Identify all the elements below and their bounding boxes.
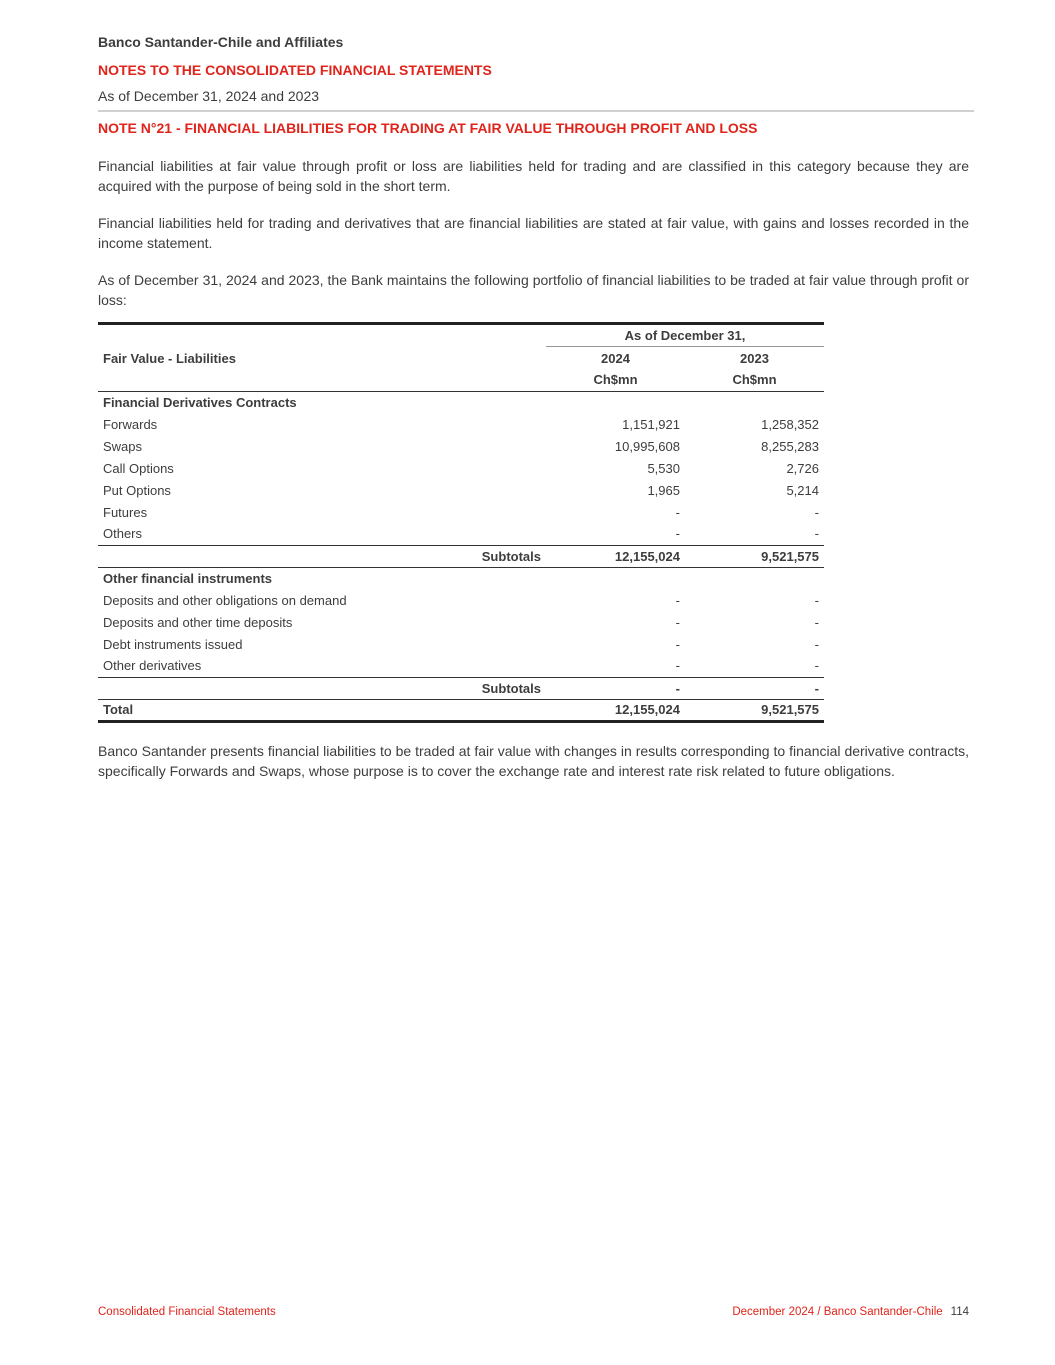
cell-2024: 5,530 [647, 460, 680, 476]
cell-2023: - [685, 523, 824, 545]
header-divider [98, 110, 974, 112]
col-unit-2024: Ch$mn [546, 369, 685, 391]
section-header-row [98, 391, 824, 413]
note-heading: NOTE N°21 - FINANCIAL LIABILITIES FOR TRADING AT FAIR VALUE THROUGH PROFIT AND LOSS [98, 120, 758, 136]
cell-2023: - [814, 636, 819, 652]
row-label: Forwards [103, 416, 158, 432]
cell-2024: - [675, 504, 680, 520]
footer-right [732, 1306, 969, 1318]
section-header-row [98, 567, 824, 589]
group-header: As of December 31, [546, 325, 824, 347]
table-header-row [98, 347, 824, 369]
total-label: Total [98, 699, 546, 721]
cell-2024: 1,965 [647, 482, 680, 498]
table-header-row [98, 369, 824, 391]
total-2024: 12,155,024 [546, 699, 685, 721]
table-row [98, 655, 824, 677]
table-row [98, 413, 824, 435]
row-label: Swaps [103, 438, 143, 454]
total-2023: 9,521,575 [685, 699, 824, 721]
cell-2023: 5,214 [786, 482, 819, 498]
section-title-other-instruments: Other financial instruments [103, 570, 273, 586]
subtotal-label: Subtotals [98, 545, 546, 567]
as-of-date: As of December 31, 2024 and 2023 [98, 88, 320, 104]
table-row [98, 611, 824, 633]
cell-2024: - [546, 655, 685, 677]
page-number: 114 [950, 1306, 969, 1318]
table-title: Fair Value - Liabilities [103, 350, 236, 366]
cell-2024: 10,995,608 [614, 438, 680, 454]
cell-2023: - [685, 655, 824, 677]
col-unit-2023: Ch$mn [685, 369, 824, 391]
table-row [98, 633, 824, 655]
table-row [98, 523, 824, 545]
section-title-derivatives: Financial Derivatives Contracts [103, 394, 297, 410]
company-name: Banco Santander-Chile and Affiliates [98, 34, 344, 50]
col-header-2024: 2024 [601, 350, 630, 366]
row-label: Futures [103, 504, 148, 520]
subtotal-2024: 12,155,024 [546, 545, 685, 567]
paragraph-intro: Financial liabilities at fair value through profit or loss are liabilities held for trading and are classified in this category because they are acquired with the purpose of being sold in the short term. [98, 158, 969, 194]
table-header-row [98, 324, 824, 348]
cell-2023: 1,258,352 [761, 416, 819, 432]
total-row [98, 699, 824, 721]
cell-2024: - [675, 592, 680, 608]
cell-2023: - [814, 504, 819, 520]
row-label: Deposits and other obligations on demand [103, 592, 347, 608]
paragraph-derivatives: Financial liabilities held for trading and derivatives that are financial liabilities are stated at fair value, with gains and losses recorded in the income statement. [98, 215, 969, 251]
cell-2024: - [675, 636, 680, 652]
subtotal-row [98, 677, 824, 699]
col-header-2023: 2023 [740, 350, 769, 366]
table-row [98, 457, 824, 479]
cell-2023: - [814, 614, 819, 630]
table-row [98, 501, 824, 523]
row-label: Others [98, 523, 546, 545]
subtotal-label: Subtotals [98, 677, 546, 699]
subtotal-row [98, 545, 824, 567]
cell-2023: 8,255,283 [761, 438, 819, 454]
row-label: Put Options [103, 482, 171, 498]
cell-2023: 2,726 [786, 460, 819, 476]
table-row [98, 479, 824, 501]
table-row [98, 435, 824, 457]
fair-value-liabilities-table [98, 322, 824, 723]
subtotal-2023: - [685, 677, 824, 699]
cell-2024: - [546, 523, 685, 545]
row-label: Deposits and other time deposits [103, 614, 293, 630]
cell-2024: - [675, 614, 680, 630]
cell-2024: 1,151,921 [622, 416, 680, 432]
notes-title: NOTES TO THE CONSOLIDATED FINANCIAL STATEMENTS [98, 62, 492, 78]
row-label: Other derivatives [98, 655, 546, 677]
footer-period-bank: December 2024 / Banco Santander-Chile [732, 1306, 943, 1318]
footer-document-title: Consolidated Financial Statements [98, 1306, 276, 1318]
row-label: Debt instruments issued [103, 636, 243, 652]
table-row [98, 589, 824, 611]
paragraph-portfolio: As of December 31, 2024 and 2023, the Bank maintains the following portfolio of financial liabilities to be traded at fair value through profit or loss: [98, 272, 969, 308]
paragraph-summary: Banco Santander presents financial liabilities to be traded at fair value with changes in results corresponding to financial derivative contracts, specifically Forwards and Swaps, whose purpose is to cover the exchange rate and interest rate risk related to future obligations. [98, 743, 969, 779]
subtotal-2024: - [546, 677, 685, 699]
subtotal-2023: 9,521,575 [685, 545, 824, 567]
cell-2023: - [814, 592, 819, 608]
row-label: Call Options [103, 460, 174, 476]
